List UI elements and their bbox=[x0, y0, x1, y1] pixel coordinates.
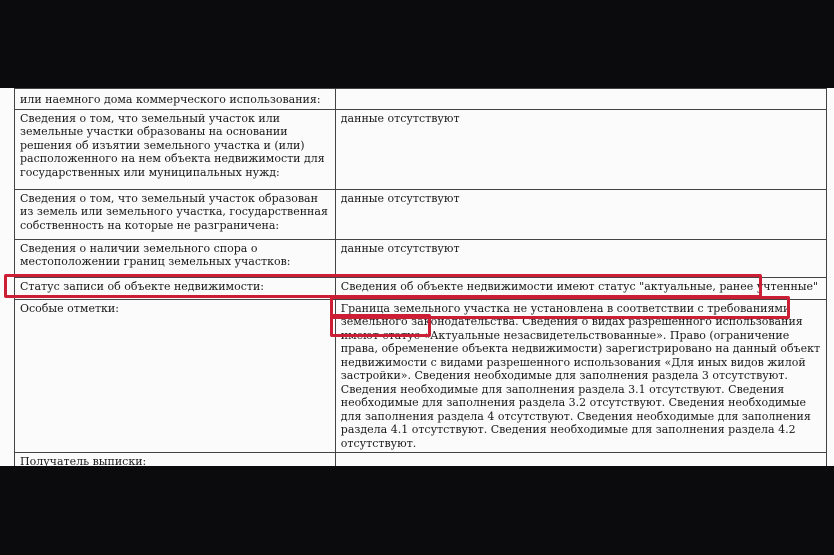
special-marks-value bbox=[335, 299, 826, 453]
special-marks-rest: . Сведения о видах разрешенного использования имеют статус «Актуальные незасвидетельствованные». Право (ограничение права, обременение объекта недвижимости) зарегистрировано на данный объект недвижимости с видами разрешенного использования «Для иных видов жилой застройки». Сведения необходимые для заполнения раздела 3 отсутствуют. Сведения необходимые для заполнения раздела 3.1 отсутствуют. Сведения необходимые для заполнения раздела 3.2 отсутствуют. Сведения необходимые для заполнения раздела 4 отсутствуют. Сведения необходимые для заполнения раздела 4.1 отсутствуют. Сведения необходимые для заполнения раздела 4.2 отсутствуют. bbox=[340, 315, 821, 450]
document-page bbox=[0, 88, 834, 466]
row-value bbox=[335, 89, 826, 110]
status-value: Сведения об объекте недвижимости имеют статус "актуальные, ранее учтенные" bbox=[335, 277, 826, 299]
row-value: данные отсутствуют bbox=[335, 239, 826, 277]
boundary-note: Граница земельного участка не установлена в соответствии с требованиями земельного законодательства bbox=[340, 301, 791, 328]
recipient-label: Получатель выписки: bbox=[15, 453, 336, 467]
special-marks-label: Особые отметки: bbox=[15, 299, 336, 453]
row-value: данные отсутствуют bbox=[335, 189, 826, 239]
row-label: Сведения о том, что земельный участок или земельные участки образованы на основании решения об изъятии земельного участка и (или) расположенного на нем объекта недвижимости для государственных или муниципальных нужд: bbox=[15, 109, 336, 189]
status-label: Статус записи об объекте недвижимости: bbox=[15, 277, 336, 299]
row-value: данные отсутствуют bbox=[335, 109, 826, 189]
table-row bbox=[15, 109, 827, 189]
row-label: или наемного дома коммерческого использования: bbox=[15, 89, 336, 110]
recipient-value bbox=[335, 453, 826, 467]
extract-table bbox=[14, 88, 827, 466]
table-row bbox=[15, 453, 827, 467]
row-label: Сведения о наличии земельного спора о местоположении границ земельных участков: bbox=[15, 239, 336, 277]
table-row bbox=[15, 277, 827, 299]
table-row bbox=[15, 239, 827, 277]
table-row bbox=[15, 299, 827, 453]
table-row bbox=[15, 189, 827, 239]
row-label: Сведения о том, что земельный участок образован из земель или земельного участка, государственная собственность на которые не разграничена: bbox=[15, 189, 336, 239]
table-row bbox=[15, 89, 827, 110]
